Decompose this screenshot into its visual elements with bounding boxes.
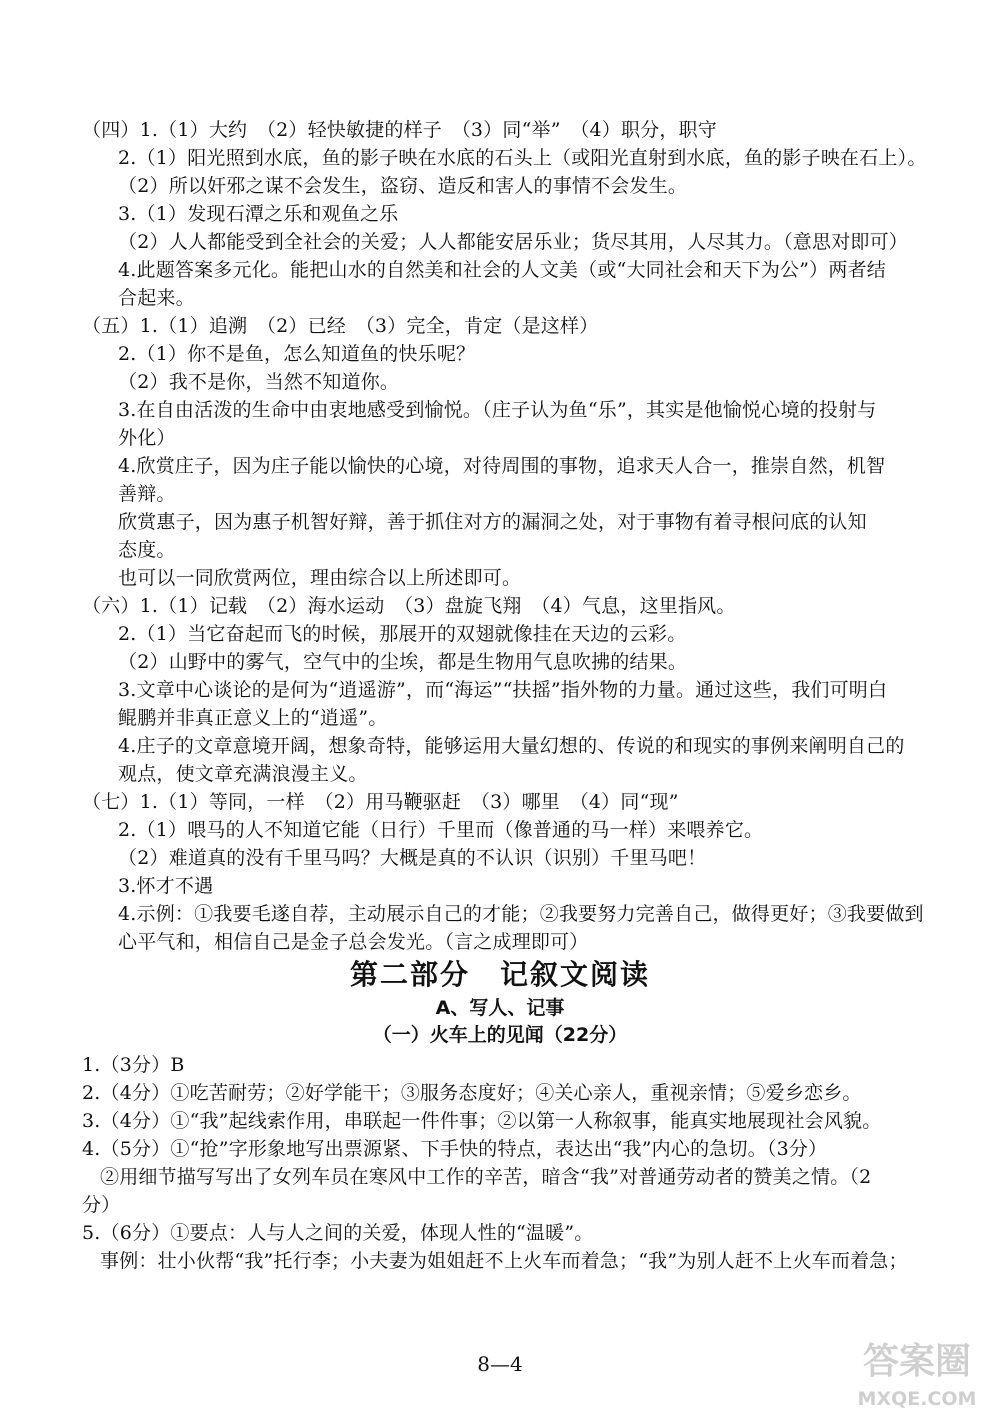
watermark-url: MXQE.COM [857,1388,977,1410]
subsection-title: （一）火车上的见闻（22分） [372,1024,628,1046]
answer-line: （六）1.（1）记载 （2）海水运动 （3）盘旋飞翔 （4）气息，这里指风。 [82,595,736,617]
answer-line: 态度。 [118,539,176,561]
answer-line: 2.（1）你不是鱼，怎么知道鱼的快乐呢？ [118,343,476,365]
answer-line: 3.（4分）①“我”起线索作用，串联起一件件事；②以第一人称叙事，能真实地展现社会风貌。 [82,1110,882,1132]
answer-line: 3.在自由活泼的生命中由衷地感受到愉悦。（庄子认为鱼“乐”，其实是他愉悦心境的投射与 [118,399,877,421]
answer-line: 观点，使文章充满浪漫主义。 [118,763,368,785]
answer-line: 4.此题答案多元化。能把山水的自然美和社会的人文美（或“大同社会和天下为公”）两者结 [118,259,886,281]
answer-line: 心平气和，相信自己是金子总会发光。（言之成理即可） [118,931,589,953]
answer-line: （2）人人都能受到全社会的关爱；人人都能安居乐业；货尽其用，人尽其力。（意思对即可） [118,231,908,253]
answer-line: 合起来。 [118,287,195,309]
answer-line: 4.欣赏庄子，因为庄子能以愉快的心境，对待周围的事物，追求天人合一，推崇自然，机智 [118,455,886,477]
answer-line: 分） [82,1194,121,1216]
answer-line: （四）1.（1）大约 （2）轻快敏捷的样子 （3）同“举” （4）职分，职守 [82,119,718,141]
answer-line: 3.（1）发现石潭之乐和观鱼之乐 [118,203,399,225]
section-title: A、写人、记事 [435,997,565,1019]
answer-line: 1.（3分）B [82,1054,185,1076]
answer-line: 4.示例：①我要毛遂自荐，主动展示自己的才能；②我要努力完善自己，做得更好；③我要做到 [118,903,924,925]
watermark-logo [852,1340,982,1412]
answer-line: 外化） [118,427,176,449]
answer-line: 4.（5分）①“抢”字形象地写出票源紧、下手快的特点，表达出“我”内心的急切。（3分） [82,1138,828,1160]
answer-line: 善辩。 [118,483,176,505]
page-number: 8—4 [477,1352,523,1376]
answer-line: 2.（4分）①吃苦耐劳；②好学能干；③服务态度好；④关心亲人，重视亲情；⑤爱乡恋乡。 [82,1082,862,1104]
answer-line: （2）我不是你，当然不知道你。 [118,371,400,393]
answer-line: 4.庄子的文章意境开阔，想象奇特，能够运用大量幻想的、传说的和现实的事例来阐明自己的 [118,735,905,757]
answer-line: 也可以一同欣赏两位，理由综合以上所述即可。 [118,567,522,589]
answer-line: ②用细节描写写出了女列车员在寒风中工作的辛苦，暗含“我”对普通劳动者的赞美之情。（2 [100,1166,872,1188]
answer-line: 3.怀才不遇 [118,875,214,897]
watermark-text: 答案圈 [862,1341,971,1382]
answer-line: 事例：壮小伙帮“我”托行李；小夫妻为姐姐赶不上火车而着急；“我”为别人赶不上火车而着急； [100,1250,908,1272]
answer-line: （五）1.（1）追溯 （2）已经 （3）完全，肯定（是这样） [82,315,599,337]
answer-line: 欣赏惠子，因为惠子机智好辩，善于抓住对方的漏洞之处，对于事物有着寻根问底的认知 [118,511,867,533]
answer-line: （2）山野中的雾气，空气中的尘埃，都是生物用气息吹拂的结果。 [118,651,688,673]
answer-line: 2.（1）喂马的人不知道它能（日行）千里而（像普通的马一样）来喂养它。 [118,819,764,841]
answer-line: （2）所以奸邪之谋不会发生，盗窃、造反和害人的事情不会发生。 [118,175,688,197]
part-title: 第二部分 记叙文阅读 [349,958,650,991]
answer-line: 3.文章中心谈论的是何为“逍遥游”，而“海运”“扶摇”指外物的力量。通过这些，我们可明白 [118,679,888,701]
answer-line: 2.（1）阳光照到水底，鱼的影子映在水底的石头上（或阳光直射到水底，鱼的影子映在石上）。 [118,147,927,169]
answer-line: （2）难道真的没有千里马吗？大概是真的不认识（识别）千里马吧！ [118,847,707,869]
answer-line: 5.（6分）①要点：人与人之间的关爱，体现人性的“温暖”。 [82,1222,594,1244]
answer-line: （七）1.（1）等同，一样 （2）用马鞭驱赶 （3）哪里 （4）同“现” [82,791,679,813]
answer-line: 鲲鹏并非真正意义上的“逍遥”。 [118,707,388,729]
answer-line: 2.（1）当它奋起而飞的时候，那展开的双翅就像挂在天边的云彩。 [118,623,687,645]
